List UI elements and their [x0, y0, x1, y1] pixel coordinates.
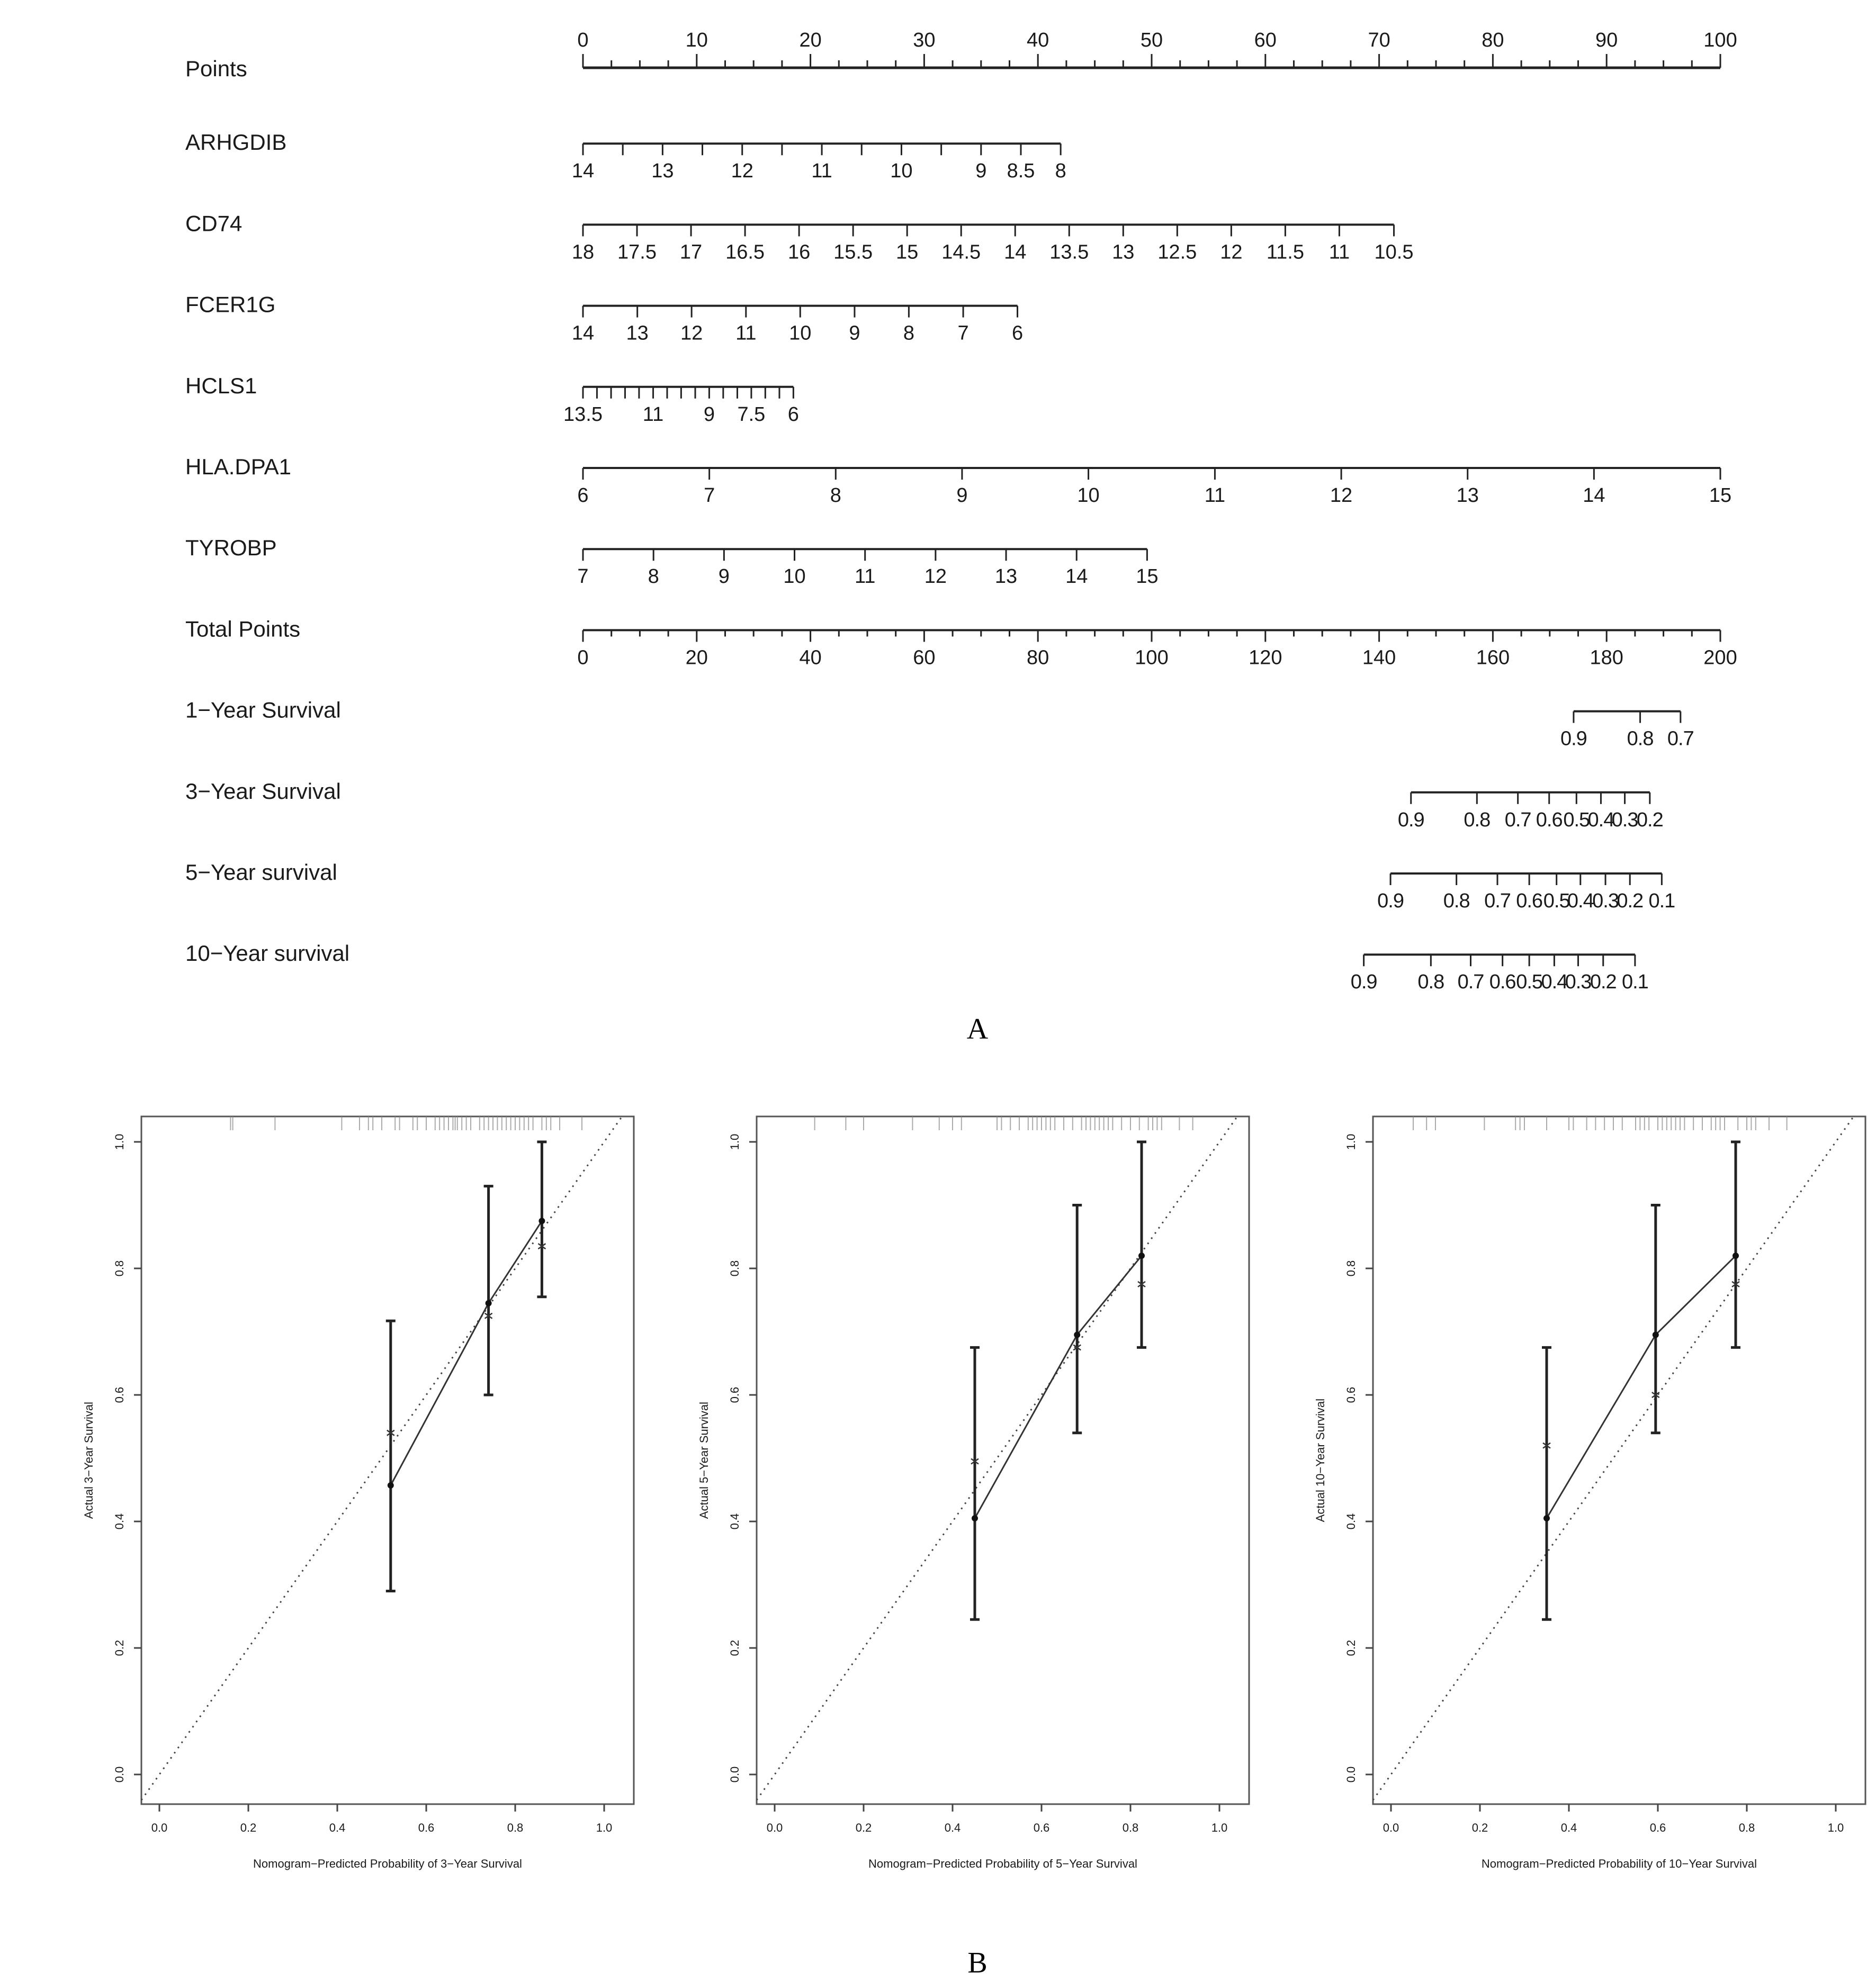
- ideal-reference-line: [1373, 1116, 1854, 1800]
- survival-tick-label: 0.4: [1587, 808, 1614, 831]
- variable-tick-label: 11: [642, 403, 664, 426]
- survival-tick-label: 0.1: [1621, 971, 1648, 994]
- y-axis-title: Actual 10−Year Survival: [1314, 1398, 1327, 1522]
- survival-tick-label: 0.9: [1397, 808, 1424, 831]
- survival-tick-label: 0.2: [1636, 808, 1663, 831]
- y-tick-label: 0.4: [1344, 1513, 1358, 1530]
- x-tick-label: 0.4: [1560, 1821, 1577, 1834]
- variable-tick-label: 9: [718, 565, 730, 588]
- variable-tick-label: 13: [651, 160, 674, 183]
- survival-tick-label: 0.6: [1536, 808, 1563, 831]
- variable-tick-label: 11: [1204, 484, 1226, 507]
- calibration-plot-3: [1314, 1116, 1865, 1870]
- variable-tick-label: 8: [648, 565, 659, 588]
- total-tick-label: 180: [1590, 646, 1623, 669]
- survival-tick-label: 0.1: [1648, 890, 1675, 912]
- calibration-panels-b: [82, 1116, 1865, 1870]
- variable-tick-label: 14: [571, 322, 595, 345]
- y-tick-label: 1.0: [728, 1133, 741, 1150]
- survival-tick-label: 0.9: [1560, 727, 1587, 750]
- observed-calibration-line: [391, 1221, 542, 1485]
- observed-point: [1543, 1515, 1550, 1521]
- points-tick-label: 60: [1254, 29, 1277, 51]
- observed-point: [486, 1300, 492, 1307]
- total-tick-label: 80: [1027, 646, 1049, 669]
- y-tick-label: 0.4: [113, 1513, 126, 1530]
- variable-tick-label: 11: [735, 322, 757, 345]
- survival-tick-label: 0.8: [1464, 808, 1491, 831]
- observed-point: [388, 1482, 394, 1489]
- plot-frame: [757, 1116, 1249, 1804]
- survival-tick-label: 0.3: [1611, 808, 1638, 831]
- survival-tick-label: 0.2: [1590, 971, 1617, 994]
- x-tick-label: 0.8: [1738, 1821, 1755, 1834]
- points-tick-label: 0: [577, 29, 589, 51]
- variable-tick-label: 10: [1077, 484, 1100, 507]
- variable-tick-label: 9: [703, 403, 715, 426]
- panel-label-b: B: [967, 1947, 988, 1979]
- variable-tick-label: 8: [1055, 160, 1066, 183]
- y-tick-label: 0.0: [113, 1766, 126, 1783]
- calibration-plot-1: [82, 1116, 634, 1870]
- variable-tick-label: 11.5: [1266, 241, 1304, 264]
- points-tick-label: 20: [799, 29, 822, 51]
- row-label-survival: 5−Year survival: [185, 860, 337, 885]
- x-tick-label: 0.6: [418, 1821, 435, 1834]
- variable-tick-label: 11: [1329, 241, 1350, 264]
- survival-tick-label: 0.9: [1350, 971, 1377, 994]
- survival-tick-label: 0.6: [1516, 890, 1543, 912]
- variable-tick-label: 17.5: [617, 241, 657, 264]
- x-tick-label: 1.0: [596, 1821, 613, 1834]
- variable-tick-label: 12: [680, 322, 703, 345]
- y-tick-label: 0.2: [728, 1639, 741, 1656]
- total-tick-label: 0: [577, 646, 589, 669]
- variable-tick-label: 9: [956, 484, 968, 507]
- x-tick-label: 0.8: [507, 1821, 524, 1834]
- row-label-arhgdib: ARHGDIB: [185, 130, 287, 155]
- y-tick-label: 0.0: [1344, 1766, 1358, 1783]
- points-tick-label: 80: [1482, 29, 1504, 51]
- variable-tick-label: 9: [975, 160, 987, 183]
- survival-tick-label: 0.7: [1667, 727, 1694, 750]
- observed-point: [972, 1515, 978, 1521]
- variable-tick-label: 12: [1220, 241, 1243, 264]
- row-label-tyrobp: TYROBP: [185, 535, 277, 561]
- y-tick-label: 0.6: [1344, 1386, 1358, 1403]
- x-axis-title: Nomogram−Predicted Probability of 10−Year Survival: [1481, 1857, 1757, 1870]
- survival-tick-label: 0.8: [1627, 727, 1654, 750]
- observed-point: [1074, 1331, 1080, 1338]
- survival-tick-label: 0.4: [1541, 971, 1568, 994]
- row-label-hcls1: HCLS1: [185, 373, 257, 398]
- x-tick-label: 0.6: [1033, 1821, 1050, 1834]
- x-tick-label: 0.4: [329, 1821, 346, 1834]
- variable-tick-label: 6: [1011, 322, 1024, 345]
- variable-tick-label: 11: [811, 160, 832, 183]
- x-tick-label: 0.2: [1471, 1821, 1488, 1834]
- row-label-cd74: CD74: [185, 211, 243, 236]
- row-label-total-points: Total Points: [185, 616, 301, 642]
- observed-point: [1138, 1253, 1145, 1259]
- y-tick-label: 0.2: [1344, 1639, 1358, 1656]
- variable-tick-label: 14: [1583, 484, 1605, 507]
- variable-tick-label: 6: [577, 484, 589, 507]
- y-tick-label: 0.8: [1344, 1260, 1358, 1277]
- observed-calibration-line: [975, 1256, 1142, 1518]
- x-tick-label: 0.2: [240, 1821, 257, 1834]
- row-label-fcer1g: FCER1G: [185, 292, 276, 317]
- variable-tick-label: 14.5: [941, 241, 981, 264]
- panel-label-a: A: [966, 1013, 989, 1046]
- variable-tick-label: 13.5: [563, 403, 603, 426]
- x-tick-label: 0.0: [1383, 1821, 1399, 1834]
- ideal-reference-line: [141, 1116, 622, 1800]
- variable-tick-label: 15.5: [833, 241, 873, 264]
- total-tick-label: 60: [913, 646, 936, 669]
- survival-tick-label: 0.9: [1377, 890, 1404, 912]
- variable-tick-label: 12.5: [1157, 241, 1197, 264]
- x-tick-label: 0.0: [151, 1821, 168, 1834]
- row-label-hla-dpa1: HLA.DPA1: [185, 454, 291, 479]
- variable-tick-label: 7.5: [737, 403, 766, 426]
- x-tick-label: 0.6: [1649, 1821, 1666, 1834]
- row-label-survival: 3−Year Survival: [185, 778, 341, 804]
- total-tick-label: 160: [1476, 646, 1510, 669]
- variable-tick-label: 13: [1456, 484, 1479, 507]
- survival-tick-label: 0.8: [1443, 890, 1470, 912]
- total-tick-label: 20: [685, 646, 708, 669]
- variable-tick-label: 10: [789, 322, 812, 345]
- y-axis-title: Actual 5−Year Survival: [697, 1401, 711, 1519]
- observed-point: [1733, 1253, 1739, 1259]
- variable-tick-label: 10: [783, 565, 806, 588]
- observed-point: [1653, 1331, 1659, 1338]
- y-tick-label: 0.8: [728, 1260, 741, 1277]
- total-tick-label: 200: [1703, 646, 1737, 669]
- x-tick-label: 1.0: [1211, 1821, 1228, 1834]
- survival-tick-label: 0.2: [1617, 890, 1644, 912]
- points-tick-label: 10: [685, 29, 708, 51]
- total-tick-label: 40: [799, 646, 822, 669]
- y-tick-label: 1.0: [1344, 1133, 1358, 1150]
- variable-tick-label: 18: [571, 241, 595, 264]
- x-tick-label: 1.0: [1827, 1821, 1844, 1834]
- x-axis-title: Nomogram−Predicted Probability of 3−Year Survival: [253, 1857, 522, 1870]
- variable-tick-label: 13: [994, 565, 1018, 588]
- variable-tick-label: 9: [849, 322, 860, 345]
- row-label-survival: 1−Year Survival: [185, 697, 341, 723]
- variable-tick-label: 10.5: [1374, 241, 1414, 264]
- ideal-reference-line: [757, 1116, 1237, 1800]
- survival-tick-label: 0.6: [1489, 971, 1516, 994]
- variable-tick-label: 12: [924, 565, 947, 588]
- total-tick-label: 100: [1135, 646, 1169, 669]
- variable-tick-label: 8: [830, 484, 841, 507]
- observed-calibration-line: [1547, 1256, 1736, 1518]
- variable-tick-label: 14: [1004, 241, 1027, 264]
- variable-tick-label: 7: [577, 565, 589, 588]
- points-tick-label: 70: [1368, 29, 1390, 51]
- survival-tick-label: 0.8: [1417, 971, 1444, 994]
- survival-tick-label: 0.5: [1543, 890, 1570, 912]
- variable-tick-label: 12: [731, 160, 753, 183]
- variable-tick-label: 15: [1709, 484, 1732, 507]
- row-label-survival: 10−Year survival: [185, 941, 350, 966]
- y-tick-label: 0.2: [113, 1639, 126, 1656]
- row-label-points: Points: [185, 56, 247, 81]
- survival-tick-label: 0.3: [1592, 890, 1619, 912]
- variable-tick-label: 12: [1330, 484, 1353, 507]
- variable-tick-label: 14: [571, 160, 595, 183]
- survival-tick-label: 0.7: [1457, 971, 1484, 994]
- survival-tick-label: 0.3: [1565, 971, 1592, 994]
- x-axis-title: Nomogram−Predicted Probability of 5−Year Survival: [868, 1857, 1137, 1870]
- variable-tick-label: 6: [787, 403, 799, 426]
- survival-tick-label: 0.7: [1484, 890, 1511, 912]
- variable-tick-label: 17: [679, 241, 703, 264]
- y-tick-label: 0.6: [113, 1386, 126, 1403]
- variable-tick-label: 11: [854, 565, 876, 588]
- survival-tick-label: 0.5: [1516, 971, 1543, 994]
- y-axis-title: Actual 3−Year Survival: [82, 1401, 95, 1519]
- plot-frame: [141, 1116, 634, 1804]
- y-tick-label: 0.8: [113, 1260, 126, 1277]
- variable-tick-label: 15: [1136, 565, 1159, 588]
- variable-tick-label: 8: [903, 322, 914, 345]
- variable-tick-label: 8.5: [1007, 160, 1035, 183]
- x-tick-label: 0.8: [1122, 1821, 1139, 1834]
- variable-tick-label: 7: [704, 484, 715, 507]
- variable-tick-label: 15: [896, 241, 919, 264]
- variable-tick-label: 13: [1112, 241, 1135, 264]
- points-tick-label: 30: [913, 29, 936, 51]
- survival-tick-label: 0.4: [1567, 890, 1594, 912]
- variable-tick-label: 16.5: [725, 241, 765, 264]
- plot-frame: [1373, 1116, 1865, 1804]
- y-tick-label: 0.0: [728, 1766, 741, 1783]
- points-tick-label: 100: [1703, 29, 1737, 51]
- x-tick-label: 0.0: [766, 1821, 783, 1834]
- x-tick-label: 0.2: [855, 1821, 872, 1834]
- variable-tick-label: 16: [787, 241, 811, 264]
- variable-tick-label: 7: [957, 322, 969, 345]
- y-tick-label: 0.4: [728, 1513, 741, 1530]
- variable-tick-label: 13.5: [1049, 241, 1089, 264]
- x-tick-label: 0.4: [944, 1821, 961, 1834]
- survival-tick-label: 0.7: [1504, 808, 1531, 831]
- calibration-plot-2: [697, 1116, 1249, 1870]
- nomogram-panel-a: [185, 29, 1737, 993]
- y-tick-label: 0.6: [728, 1386, 741, 1403]
- points-tick-label: 90: [1595, 29, 1618, 51]
- survival-tick-label: 0.5: [1563, 808, 1590, 831]
- y-tick-label: 1.0: [113, 1133, 126, 1150]
- total-tick-label: 120: [1249, 646, 1282, 669]
- observed-point: [538, 1218, 545, 1224]
- variable-tick-label: 10: [890, 160, 913, 183]
- points-tick-label: 40: [1027, 29, 1049, 51]
- points-tick-label: 50: [1140, 29, 1163, 51]
- total-tick-label: 140: [1362, 646, 1396, 669]
- variable-tick-label: 14: [1065, 565, 1088, 588]
- variable-tick-label: 13: [626, 322, 649, 345]
